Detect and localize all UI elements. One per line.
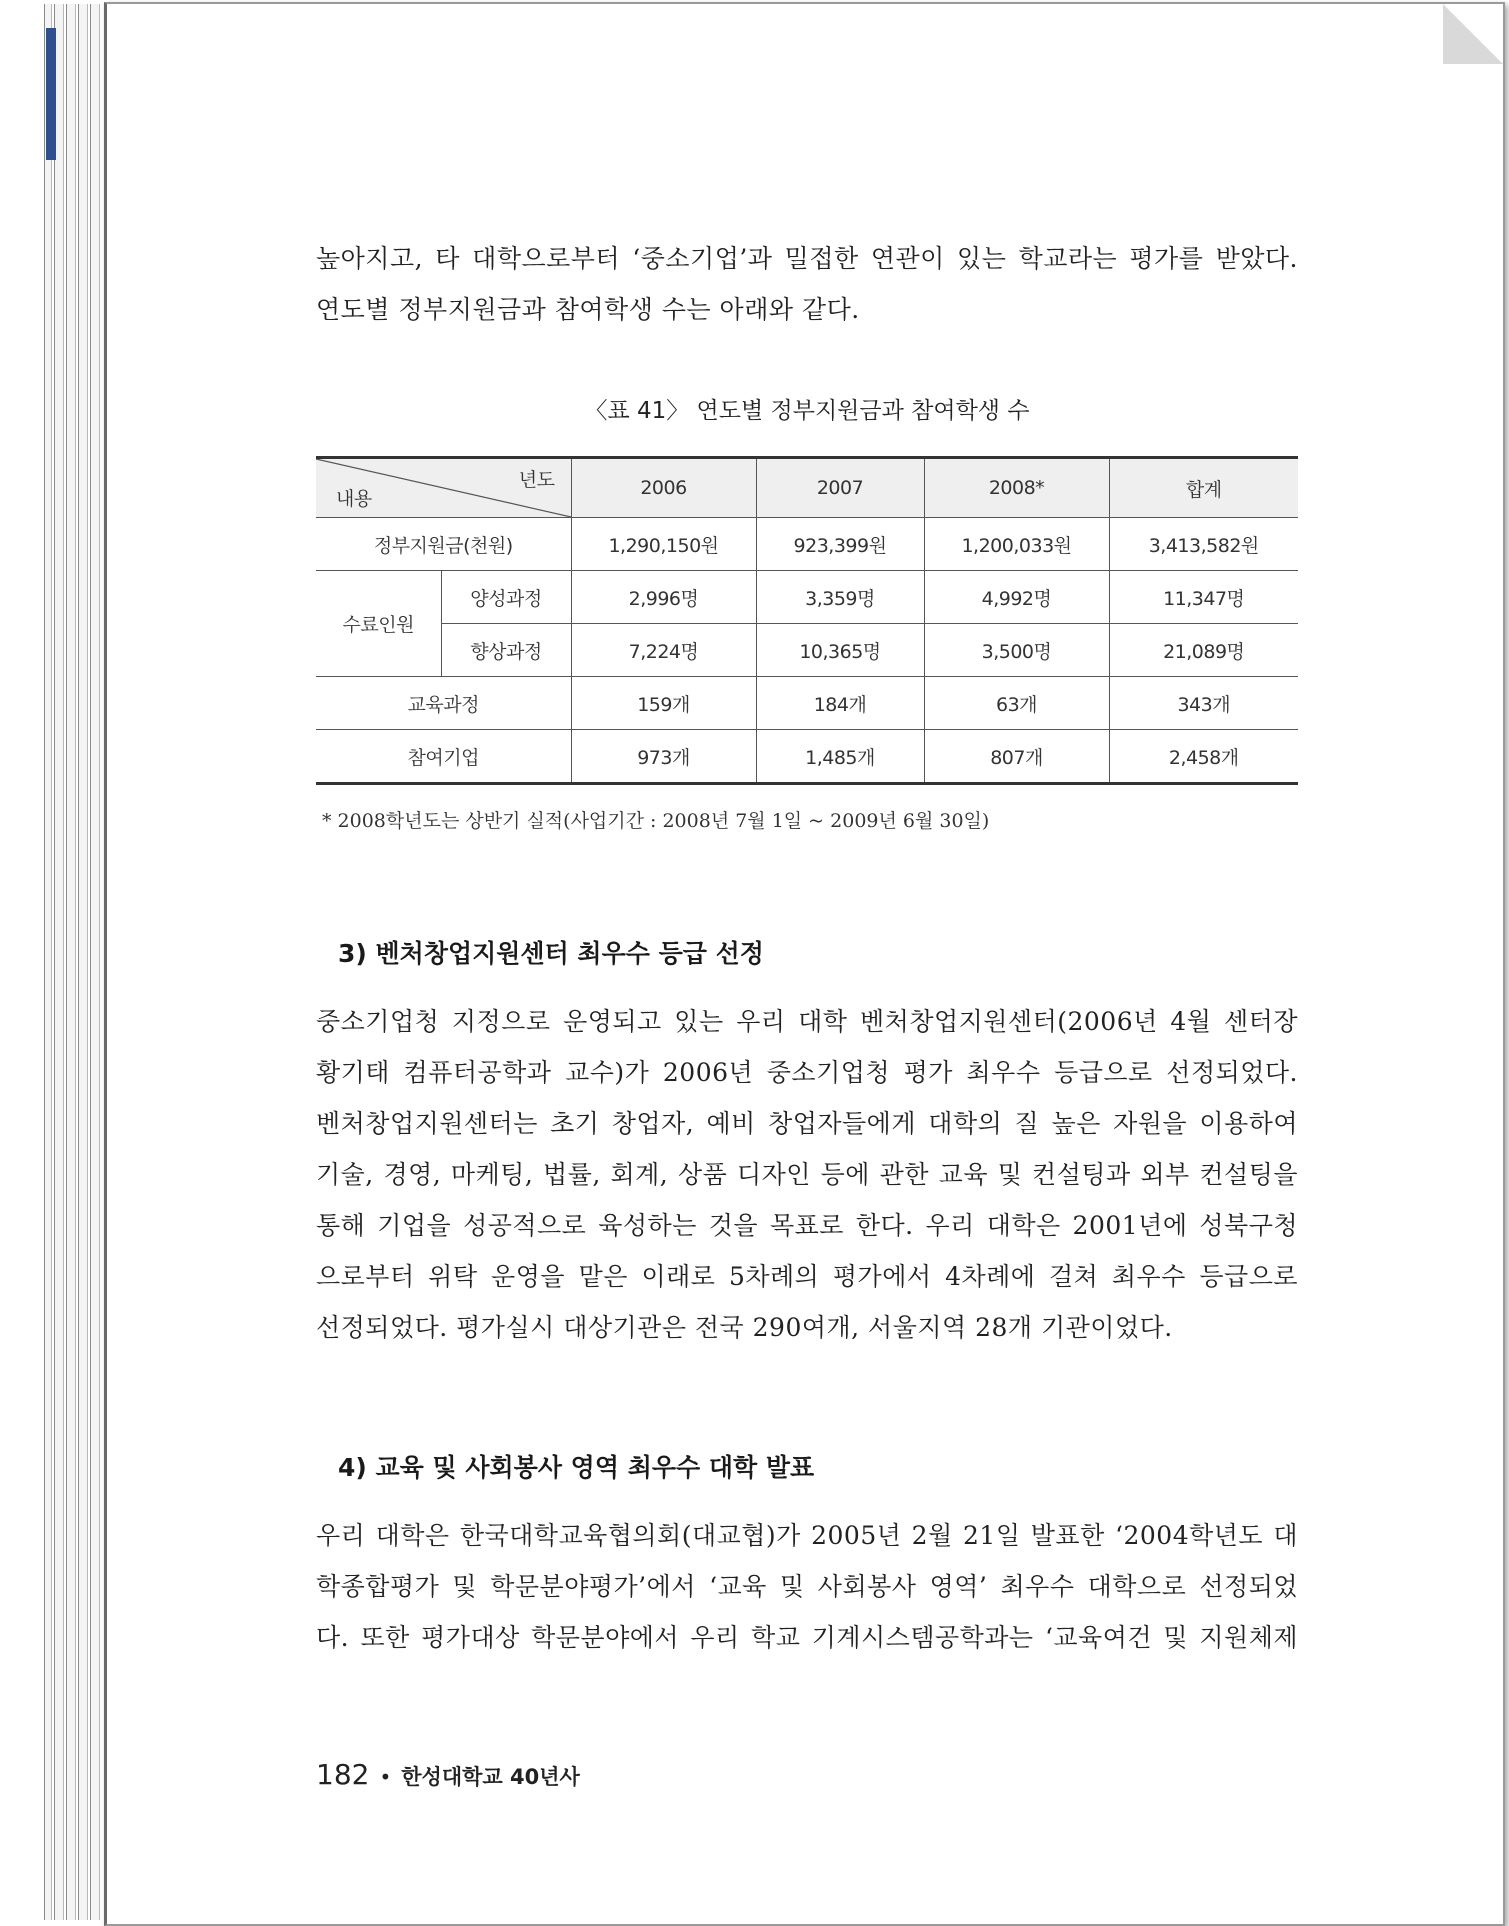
paragraph-line: 기술, 경영, 마케팅, 법률, 회계, 상품 디자인 등에 관한 교육 및 컨설팅과 외부 컨설팅을 <box>316 1160 1298 1189</box>
table-caption: 〈표 41〉 연도별 정부지원금과 참여학생 수 <box>584 398 1030 424</box>
table-cell: 3,413,582원 <box>1109 518 1298 571</box>
paragraph-line: 황기태 컴퓨터공학과 교수)가 2006년 중소기업청 평가 최우수 등급으로 선정되었다. <box>316 1058 1298 1087</box>
row-label: 양성과정 <box>441 571 571 624</box>
paragraph-line: 으로부터 위탁 운영을 맡은 이래로 5차례의 평가에서 4차례에 걸쳐 최우수 등급으로 <box>316 1262 1298 1291</box>
intro-paragraph <box>316 233 1298 335</box>
header-cell: 2007 <box>756 458 924 518</box>
table-cell: 343개 <box>1109 677 1298 730</box>
table-cell: 923,399원 <box>756 518 924 571</box>
table-cell: 2,996명 <box>571 571 756 624</box>
book-title: 한성대학교 40년사 <box>401 1765 580 1789</box>
table-cell: 3,500명 <box>924 624 1109 677</box>
group-label: 수료인원 <box>316 571 441 677</box>
table-row <box>316 571 1298 624</box>
table-cell: 184개 <box>756 677 924 730</box>
table-row <box>316 518 1298 571</box>
paragraph-line: 벤처창업지원센터는 초기 창업자, 예비 창업자들에게 대학의 질 높은 자원을 이용하여 <box>316 1109 1298 1138</box>
paragraph-line: 다. 또한 평가대상 학문분야에서 우리 학교 기계시스템공학과는 ‘교육여건 및 지원체제 <box>316 1623 1298 1652</box>
section-heading: 3) 벤처창업지원센터 최우수 등급 선정 <box>338 939 764 968</box>
book-page-edges <box>44 4 106 1920</box>
row-label: 교육과정 <box>316 677 571 730</box>
table-cell: 3,359명 <box>756 571 924 624</box>
corner-content-label: 내용 <box>336 488 372 510</box>
table-cell: 63개 <box>924 677 1109 730</box>
paragraph-line: 통해 기업을 성공적으로 육성하는 것을 목표로 한다. 우리 대학은 2001년에 성북구청 <box>316 1211 1298 1240</box>
book-spine-strip <box>46 28 56 160</box>
table-header-row <box>316 458 1298 518</box>
page-number: 182 <box>316 1758 370 1791</box>
funding-table <box>316 456 1298 785</box>
table-cell: 1,485개 <box>756 730 924 784</box>
paragraph-line: 우리 대학은 한국대학교육협의회(대교협)가 2005년 2월 21일 발표한 ‘2004학년도 대 <box>316 1521 1298 1550</box>
table-row <box>316 624 1298 677</box>
paragraph-line: 중소기업청 지정으로 운영되고 있는 우리 대학 벤처창업지원센터(2006년 4월 센터장 <box>316 1007 1298 1036</box>
page-footer <box>316 1758 580 1791</box>
header-cell: 합계 <box>1109 458 1298 518</box>
row-label: 정부지원금(천원) <box>316 518 571 571</box>
intro-line: 높아지고, 타 대학으로부터 ‘중소기업’과 밀접한 연관이 있는 학교라는 평가를 받았다. <box>316 244 1298 273</box>
footer-bullet: • <box>379 1765 392 1789</box>
paragraph-line: 학종합평가 및 학문분야평가’에서 ‘교육 및 사회봉사 영역’ 최우수 대학으로 선정되었 <box>316 1572 1298 1601</box>
table-cell: 1,290,150원 <box>571 518 756 571</box>
page-corner-fold <box>1443 4 1503 64</box>
table-cell: 159개 <box>571 677 756 730</box>
table-corner-cell <box>316 458 571 518</box>
section4-paragraph <box>316 1510 1298 1663</box>
table-cell: 2,458개 <box>1109 730 1298 784</box>
table-cell: 10,365명 <box>756 624 924 677</box>
section-heading: 4) 교육 및 사회봉사 영역 최우수 대학 발표 <box>338 1453 815 1482</box>
table-row <box>316 730 1298 784</box>
table-cell: 11,347명 <box>1109 571 1298 624</box>
corner-year-label: 년도 <box>518 469 555 491</box>
header-cell: 2006 <box>571 458 756 518</box>
table-footnote: * 2008학년도는 상반기 실적(사업기간 : 2008년 7월 1일 ~ 2009년 6월 30일) <box>322 810 990 832</box>
section3-paragraph <box>316 996 1298 1353</box>
paragraph-line: 선정되었다. 평가실시 대상기관은 전국 290여개, 서울지역 28개 기관이었다. <box>316 1313 1173 1342</box>
row-label: 향상과정 <box>441 624 571 677</box>
table-cell: 21,089명 <box>1109 624 1298 677</box>
table-cell: 1,200,033원 <box>924 518 1109 571</box>
intro-line: 연도별 정부지원금과 참여학생 수는 아래와 같다. <box>316 295 860 324</box>
table-cell: 807개 <box>924 730 1109 784</box>
table-cell: 973개 <box>571 730 756 784</box>
table-row <box>316 677 1298 730</box>
header-cell: 2008* <box>924 458 1109 518</box>
row-label: 참여기업 <box>316 730 571 784</box>
table-cell: 7,224명 <box>571 624 756 677</box>
table-cell: 4,992명 <box>924 571 1109 624</box>
